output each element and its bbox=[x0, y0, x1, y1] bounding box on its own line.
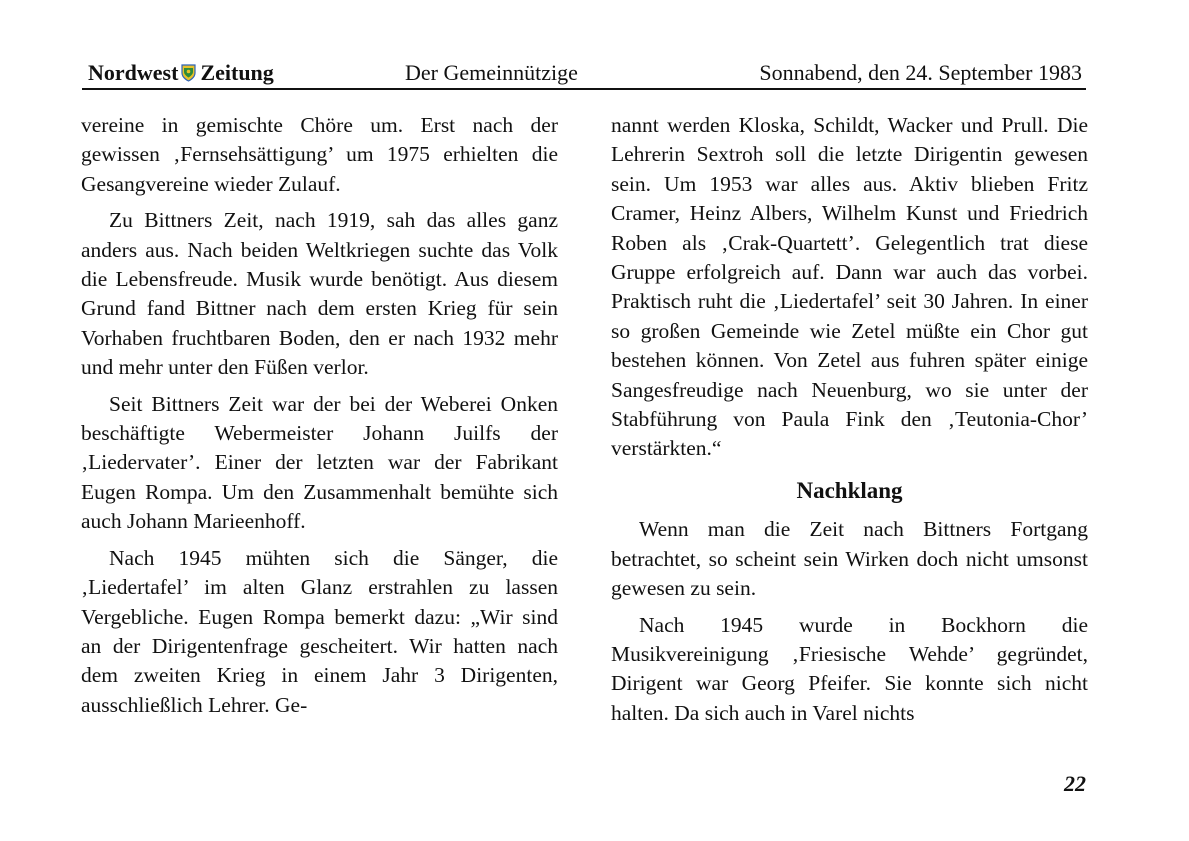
coat-of-arms-icon bbox=[181, 64, 196, 82]
paragraph: Zu Bittners Zeit, nach 1919, sah das alles ganz anders aus. Nach beiden Weltkriegen suchte das Volk die Lebensfreude. Musik wurde benötigt. Aus diesem Grund fand Bittner nach dem ersten Krieg für sein Vorhaben fruchtbaren Boden, den er nach 1932 mehr und mehr unter den Füßen verlor. bbox=[81, 208, 558, 380]
left-column bbox=[81, 111, 558, 727]
section-heading: Nachklang bbox=[796, 477, 903, 503]
paragraph: Wenn man die Zeit nach Bittners Fortgang betrachtet, so scheint sein Wirken doch nicht umsonst gewesen zu sein. bbox=[611, 517, 1088, 601]
newspaper-name-word1: Nordwest bbox=[88, 60, 179, 85]
publication-title: Der Gemeinnützige bbox=[405, 60, 578, 85]
right-column bbox=[611, 111, 1088, 735]
page-number: 22 bbox=[1064, 771, 1086, 796]
newspaper-name bbox=[88, 60, 274, 86]
newspaper-name-word2: Zeitung bbox=[200, 60, 274, 85]
page-header bbox=[82, 58, 1086, 90]
paragraph: Seit Bittners Zeit war der bei der Weberei Onken beschäftigte Webermeister Johann Juilfs der ‚Liedervater’. Einer der letzten war der Fabrikant Eugen Rompa. Um den Zusammenhalt bemühte sich auch Johann Marieenhoff. bbox=[81, 391, 558, 534]
paragraph: vereine in gemischte Chöre um. Erst nach der gewissen ‚Fernsehsättigung’ um 1975 erhielten die Gesangvereine wieder Zulauf. bbox=[81, 113, 558, 196]
paragraph: Nach 1945 mühten sich die Sänger, die ‚Liedertafel’ im alten Glanz erstrahlen zu lassen Vergebliche. Eugen Rompa bemerkt dazu: „Wir sind an der Dirigentenfrage gescheitert. Wir hatten nach dem zweiten Krieg in einem Jahr 3 Dirigenten, ausschließlich Lehrer. Ge- bbox=[81, 545, 558, 717]
paragraph: nannt werden Kloska, Schildt, Wacker und Prull. Die Lehrerin Sextroh soll die letzte Dirigentin gewesen sein. Um 1953 war alles aus. Aktiv blieben Fritz Cramer, Heinz Albers, Wilhelm Kunst und Friedrich Roben als ‚Crak-Quartett’. Gelegentlich trat diese Gruppe erfolgreich auf. Dann war auch das vorbei. Praktisch ruht die ‚Liedertafel’ seit 30 Jahren. In einer so großen Gemeinde wie Zetel müßte ein Chor gut bestehen können. Von Zetel aus fuhren später einige Sangesfreudige nach Neuenburg, wo sie unter der Stabführung von Paula Fink den ‚Teutonia-Chor’ verstärkten.“ bbox=[611, 113, 1088, 461]
publication-date: Sonnabend, den 24. September 1983 bbox=[759, 60, 1082, 85]
paragraph: Nach 1945 wurde in Bockhorn die Musikvereinigung ‚Friesische Wehde’ gegründet, Dirigent war Georg Pfeifer. Sie konnte sich nicht halten. Da sich auch in Varel nichts bbox=[611, 612, 1088, 725]
